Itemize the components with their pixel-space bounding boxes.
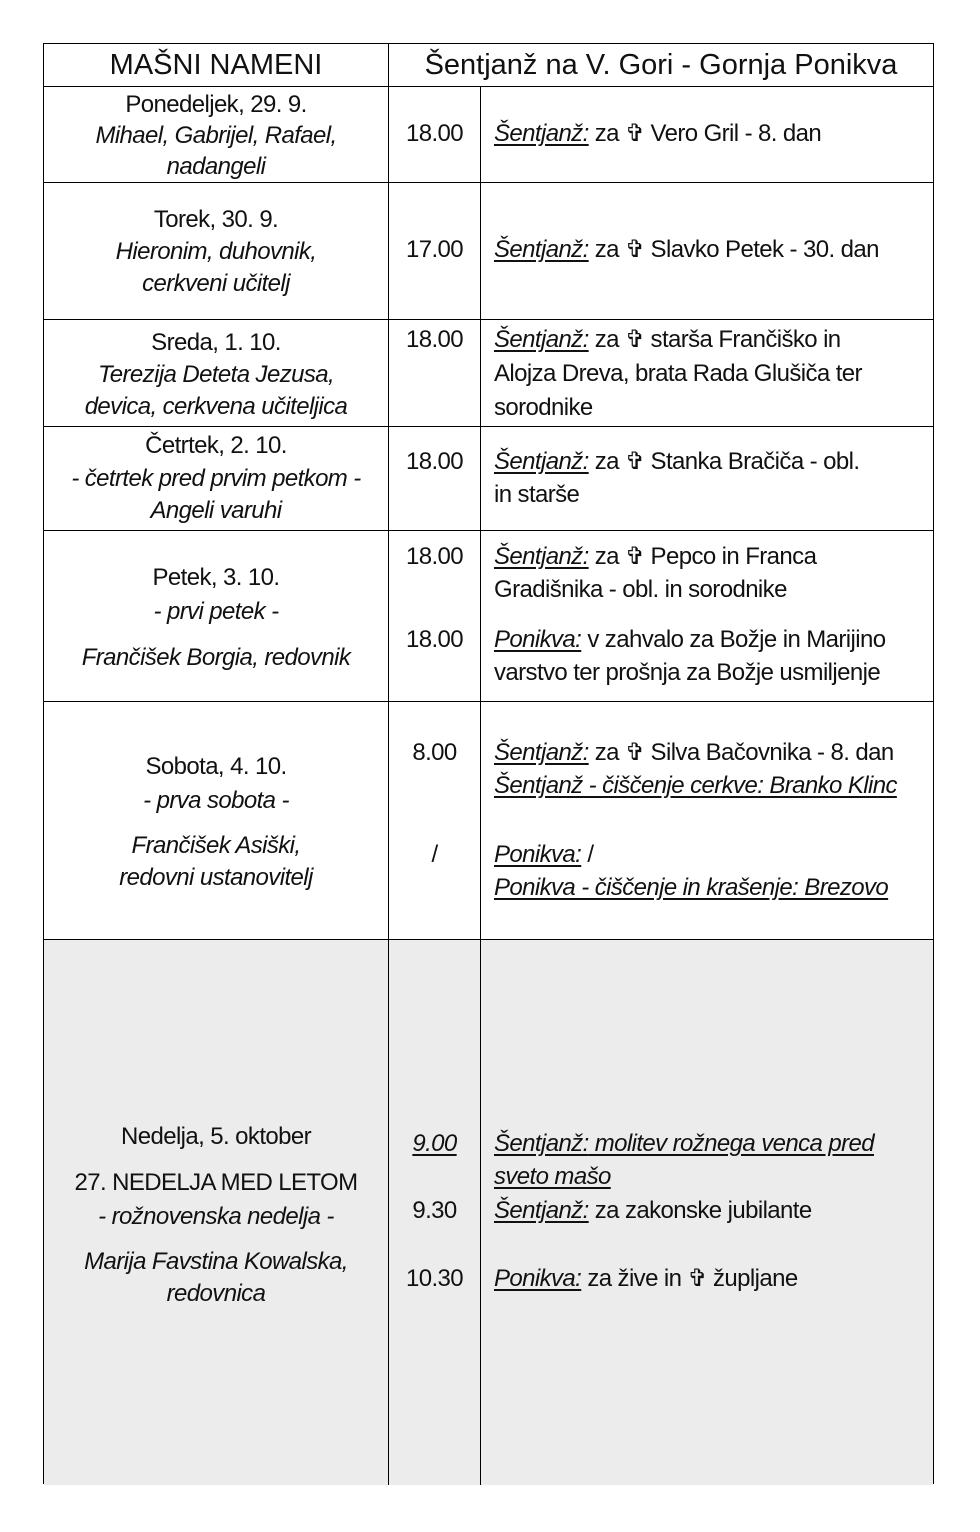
mass-time: 17.00 <box>405 236 464 263</box>
intention-cell <box>481 940 933 1485</box>
time-cell <box>389 531 481 701</box>
intention-text: Stanka Bračiča - obl. <box>644 448 860 475</box>
place-label: Ponikva: <box>494 1265 582 1292</box>
mass-time: 18.00 <box>405 626 464 653</box>
day-label: Sreda, 1. 10. <box>151 329 281 356</box>
intention-line <box>494 838 593 871</box>
intention-text: / <box>581 841 594 868</box>
intention-text: župljane <box>706 1265 798 1292</box>
time-cell <box>389 940 481 1485</box>
intention-cell <box>481 183 933 319</box>
intention-cell <box>481 320 933 426</box>
intention-text: za zakonske jubilante <box>588 1197 812 1224</box>
saint-line: nadangeli <box>166 153 266 180</box>
cross-icon: ✞ <box>624 120 645 147</box>
table-row <box>44 531 933 702</box>
place-label: Šentjanž: <box>494 739 589 766</box>
intention-line <box>494 1194 812 1227</box>
time-cell <box>389 320 481 426</box>
intention-prefix: za žive in <box>581 1265 688 1292</box>
intention-continuation: in starše <box>494 481 580 508</box>
place-label: Šentjanž: <box>494 1130 589 1157</box>
saint-line: cerkveni učitelj <box>142 270 290 297</box>
saint-line: - četrtek pred prvim petkom - <box>71 465 361 492</box>
mass-time: 18.00 <box>405 448 464 475</box>
day-cell <box>44 87 389 182</box>
intention-line <box>494 623 885 656</box>
intention-text: v zahvalo za Božje in Marijino <box>581 626 886 653</box>
intention-cell <box>481 531 933 701</box>
mass-time: 18.00 <box>405 543 464 570</box>
header-right-cell <box>389 44 933 86</box>
mass-time: 18.00 <box>405 326 464 353</box>
day-label: Ponedeljek, 29. 9. <box>125 91 307 118</box>
saint-line: devica, cerkvena učiteljica <box>84 393 348 420</box>
day-label: Petek, 3. 10. <box>152 564 280 591</box>
intention-text: Silva Bačovnika - 8. dan <box>644 739 894 766</box>
header-left-title: MAŠNI NAMENI <box>109 49 323 81</box>
place-label: Šentjanž: <box>494 326 589 353</box>
saint-line: - rožnovenska nedelja - <box>98 1203 334 1230</box>
cross-icon: ✞ <box>624 543 645 570</box>
intention-cell <box>481 87 933 182</box>
intention-line <box>494 233 879 266</box>
intention-continuation: sorodnike <box>494 394 593 421</box>
saint-line: Marija Favstina Kowalska, <box>84 1248 348 1275</box>
saint-line: redovni ustanovitelj <box>119 864 313 891</box>
intention-line <box>494 117 821 150</box>
intention-line <box>494 445 859 478</box>
saint-line: Hieronim, duhovnik, <box>115 238 317 265</box>
cleaning-note: Šentjanž - čiščenje cerkve: Branko Klinc <box>494 772 897 799</box>
mass-time: 9.00 <box>412 1130 457 1157</box>
day-cell <box>44 531 389 701</box>
cleaning-note: Ponikva - čiščenje in krašenje: Brezovo <box>494 874 889 901</box>
sunday-title: 27. NEDELJA MED LETOM <box>74 1169 358 1196</box>
saint-line: - prva sobota - <box>143 787 289 814</box>
place-label: Šentjanž: <box>494 543 589 570</box>
time-cell <box>389 87 481 182</box>
cross-icon: ✞ <box>687 1265 707 1292</box>
day-label: Nedelja, 5. oktober <box>120 1123 312 1150</box>
day-cell <box>44 702 389 939</box>
cross-icon: ✞ <box>624 236 645 263</box>
intention-prefix: za <box>588 326 625 353</box>
header-right-title: Šentjanž na V. Gori - Gornja Ponikva <box>424 49 898 81</box>
time-cell <box>389 427 481 530</box>
table-row <box>44 702 933 940</box>
intention-prefix: za <box>588 448 625 475</box>
intention-text: Vero Gril - 8. dan <box>644 120 822 147</box>
table-row <box>44 320 933 427</box>
cross-icon: ✞ <box>624 448 645 475</box>
intention-text: molitev rožnega venca pred <box>588 1130 874 1157</box>
mass-time: 8.00 <box>412 739 457 766</box>
saint-line: Angeli varuhi <box>150 497 282 524</box>
intention-prefix: za <box>588 236 625 263</box>
intention-continuation: Gradišnika - obl. in sorodnike <box>494 576 787 603</box>
day-cell <box>44 427 389 530</box>
saint-line: redovnica <box>166 1280 266 1307</box>
intention-text: Slavko Petek - 30. dan <box>644 236 879 263</box>
saint-line: Frančišek Borgia, redovnik <box>81 644 351 671</box>
day-cell <box>44 320 389 426</box>
table-row <box>44 427 933 531</box>
saint-line: - prvi petek - <box>153 598 279 625</box>
saint-line: Frančišek Asiški, <box>131 832 301 859</box>
place-label: Šentjanž: <box>494 448 589 475</box>
schedule-table <box>43 43 934 1484</box>
day-cell <box>44 940 389 1485</box>
mass-time: 9.30 <box>412 1197 457 1224</box>
table-row <box>44 183 933 320</box>
intention-continuation: Alojza Dreva, brata Rada Glušiča ter <box>494 360 862 387</box>
day-cell <box>44 183 389 319</box>
intention-line <box>494 323 841 356</box>
day-label: Četrtek, 2. 10. <box>145 432 287 459</box>
place-label: Ponikva: <box>494 626 582 653</box>
place-label: Šentjanž: <box>494 120 589 147</box>
intention-line <box>494 540 816 573</box>
cross-icon: ✞ <box>624 739 645 766</box>
saint-line: Mihael, Gabrijel, Rafael, <box>95 122 337 149</box>
mass-time: 10.30 <box>405 1265 464 1292</box>
intention-text: starša Frančiško in <box>644 326 841 353</box>
cross-icon: ✞ <box>624 326 645 353</box>
intention-prefix: za <box>588 543 625 570</box>
intention-prefix: za <box>588 739 625 766</box>
table-row <box>44 87 933 183</box>
place-label: Šentjanž: <box>494 1197 589 1224</box>
intention-text: Pepco in Franca <box>644 543 817 570</box>
place-label: Ponikva: <box>494 841 582 868</box>
intention-cell <box>481 702 933 939</box>
day-label: Sobota, 4. 10. <box>145 753 287 780</box>
intention-line <box>494 1262 798 1295</box>
intention-cell <box>481 427 933 530</box>
mass-time: / <box>431 841 438 868</box>
intention-continuation: varstvo ter prošnja za Božje usmiljenje <box>494 659 881 686</box>
intention-prefix: za <box>588 120 625 147</box>
table-row <box>44 940 933 1485</box>
time-cell <box>389 702 481 939</box>
saint-line: Terezija Deteta Jezusa, <box>97 361 335 388</box>
place-label: Šentjanž: <box>494 236 589 263</box>
time-cell <box>389 183 481 319</box>
intention-line <box>494 1127 874 1160</box>
day-label: Torek, 30. 9. <box>153 206 279 233</box>
intention-line <box>494 736 894 769</box>
table-header <box>44 44 933 87</box>
mass-time: 18.00 <box>405 120 464 147</box>
intention-continuation: sveto mašo <box>494 1163 611 1190</box>
header-left-cell <box>44 44 389 86</box>
